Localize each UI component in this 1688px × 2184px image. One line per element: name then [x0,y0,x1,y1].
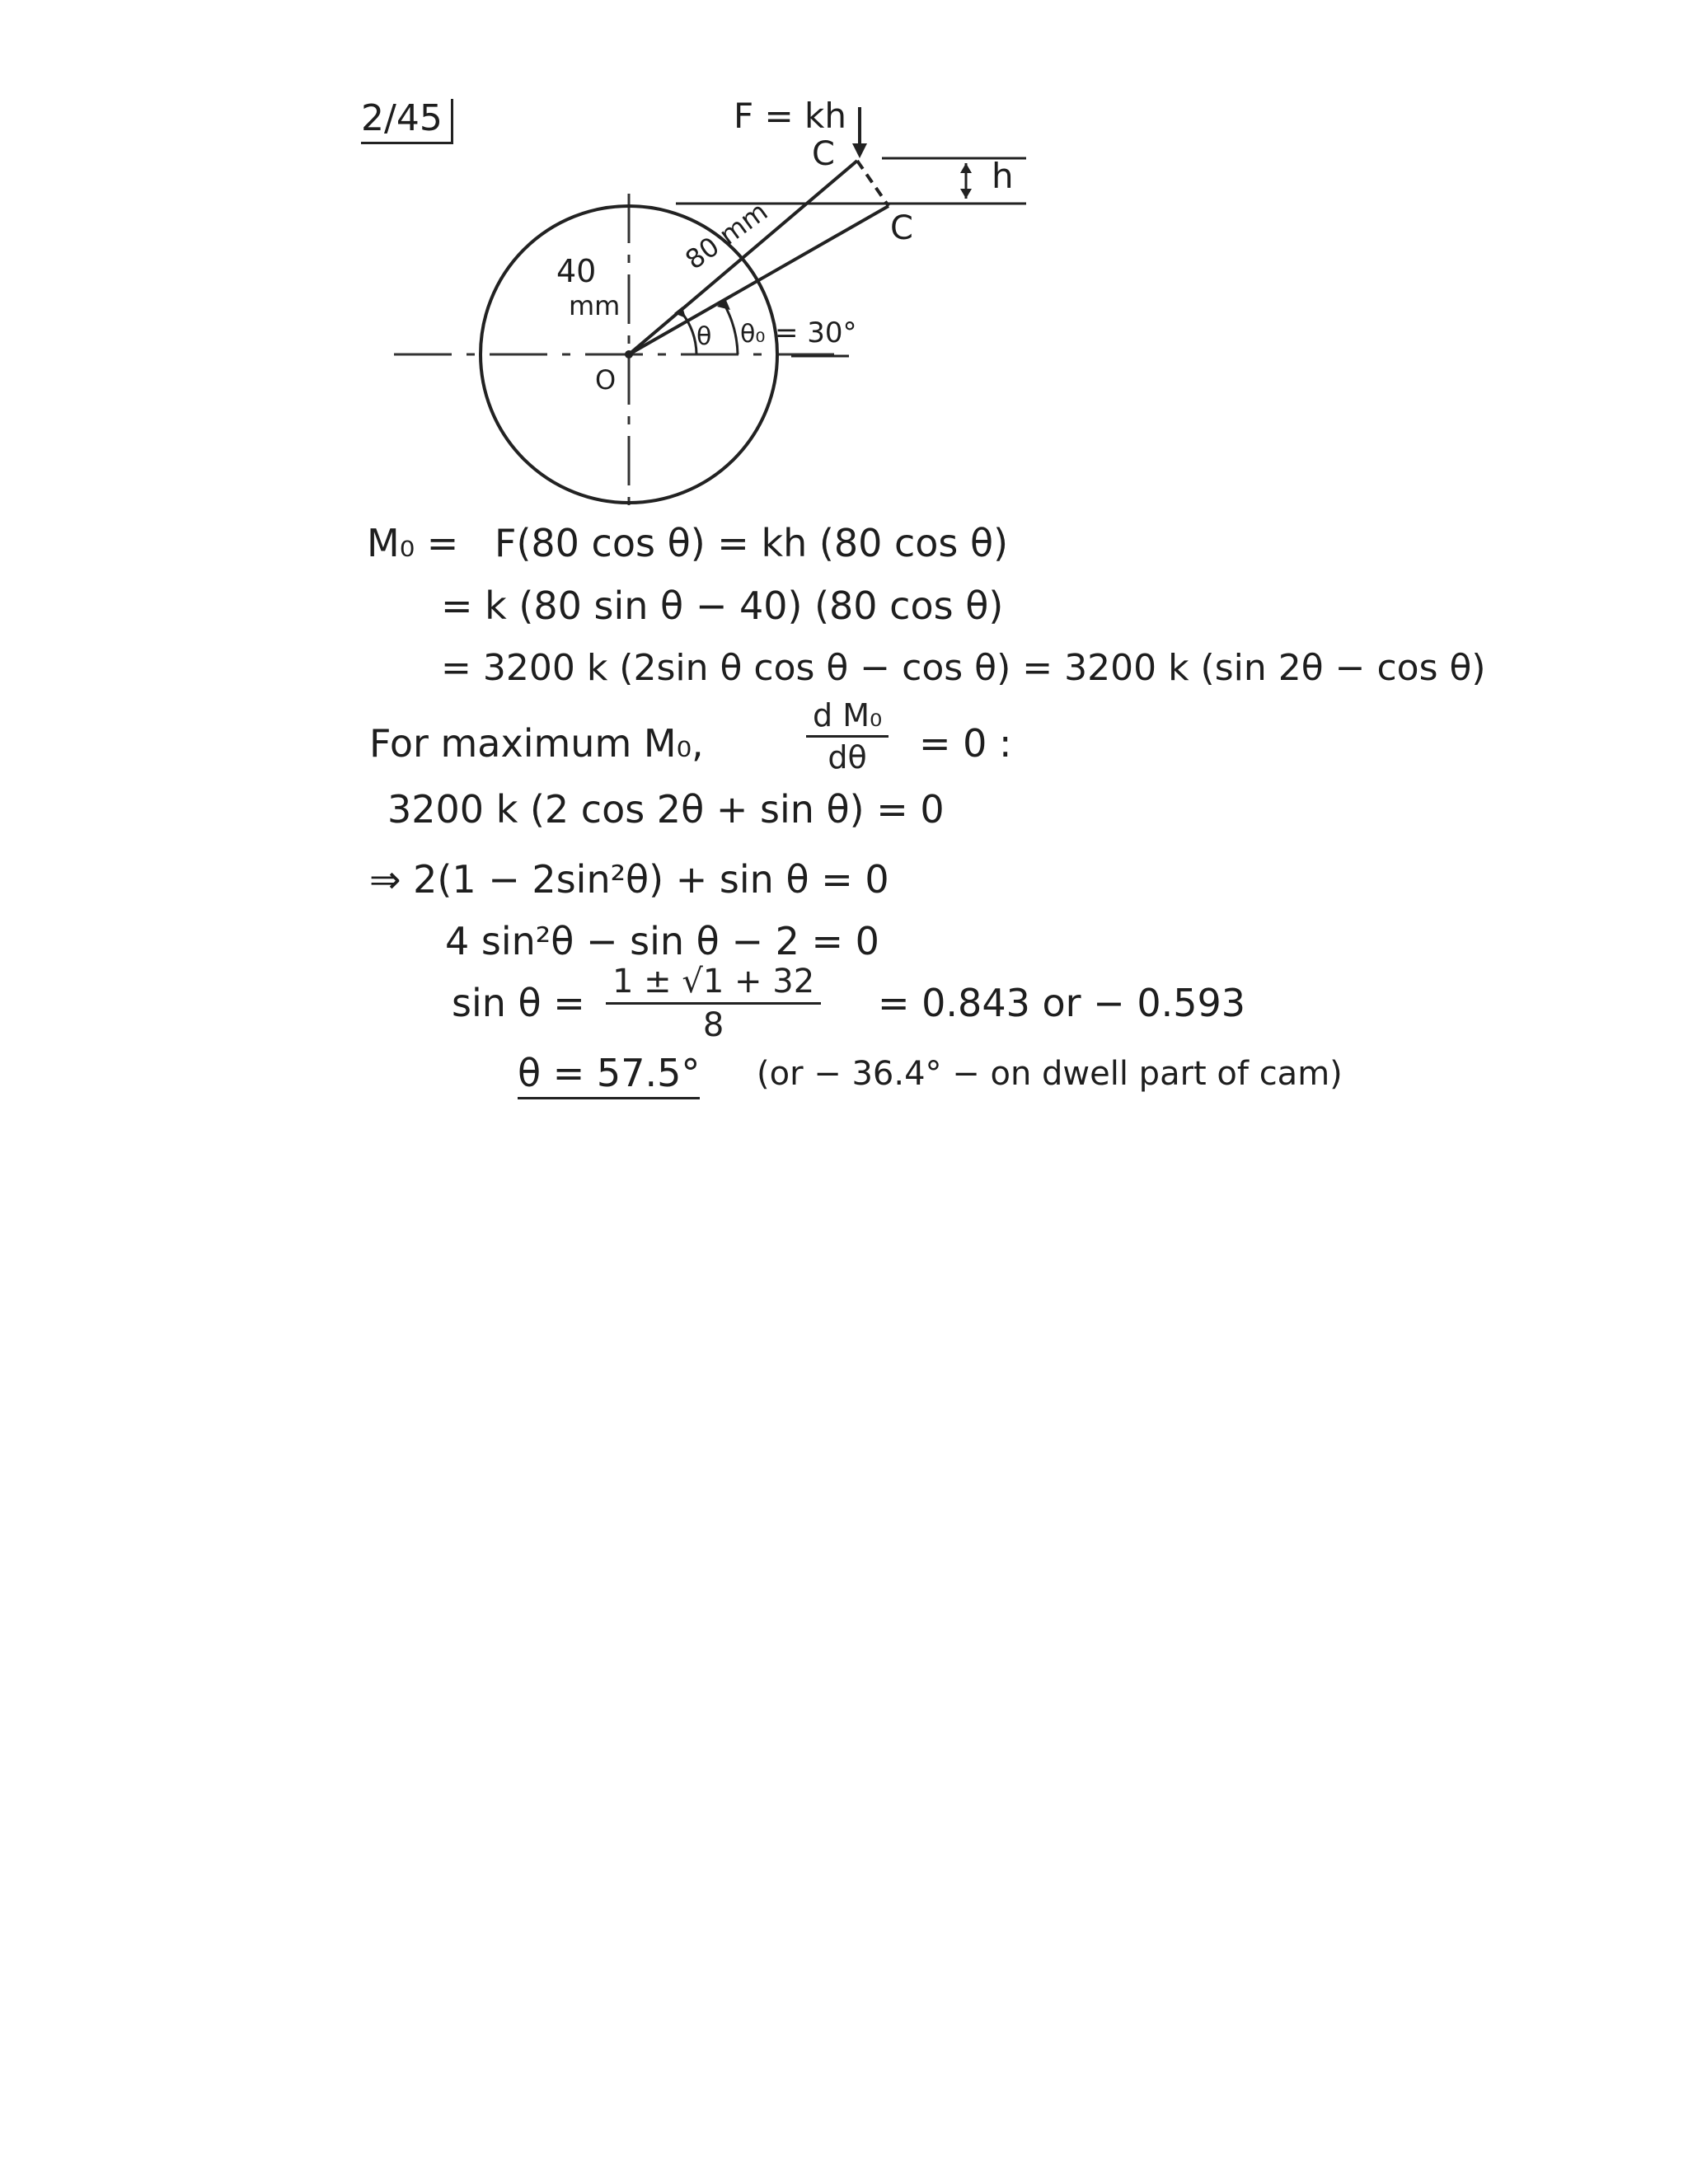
derivative-denominator: dθ [828,739,867,776]
force-label: F = kh [734,96,846,136]
point-c-bottom-label: C [890,209,913,247]
origin-point [625,350,633,359]
maximum-condition-text: For maximum M₀, [369,721,704,766]
moment-equation-rhs: F(80 cos θ) = kh (80 cos θ) [495,521,1009,565]
final-answer-value: θ = 57.5° [518,1051,700,1099]
final-answer-note: (or − 36.4° − on dwell part of cam) [757,1055,1343,1093]
derivative-equation: 3200 k (2 cos 2θ + sin θ) = 0 [387,787,945,832]
h-arrow-up [960,163,972,173]
h-label: h [992,156,1014,196]
derivative-fraction [806,697,889,776]
arm-length-label: 80 mm [679,195,774,276]
origin-label: O [595,364,617,396]
sin-theta-solutions: = 0.843 or − 0.593 [878,981,1246,1025]
theta0-value-label: = 30° [775,316,857,349]
theta0-arc [724,303,738,354]
quadratic-formula-fraction [606,963,821,1044]
identity-substitution: ⇒ 2(1 − 2sin²θ) + sin θ = 0 [369,857,889,902]
derivative-equals-zero: = 0 : [919,721,1012,766]
point-c-top-label: C [812,135,835,173]
quadratic-equation: 4 sin²θ − sin θ − 2 = 0 [445,919,879,963]
radius-unit-label: mm [569,290,621,321]
radius-value-label: 40 [556,253,597,289]
problem-number: 2/45 [361,99,453,144]
quadratic-denominator: 8 [702,1006,724,1044]
final-answer [518,1051,700,1095]
moment-equation-line3: = 3200 k (2sin θ cos θ − cos θ) = 3200 k (sin 2θ − cos θ) [441,647,1486,689]
tip-connector [857,161,889,206]
force-arrow-head [852,143,867,158]
theta-label: θ [696,322,712,351]
h-arrow-down [960,189,972,199]
sin-theta-label: sin θ = [452,981,585,1025]
theta0-label: θ₀ [740,320,766,349]
derivative-numerator: d M₀ [806,697,889,738]
quadratic-numerator: 1 ± √1 + 32 [606,963,821,1005]
moment-equation-line2: = k (80 sin θ − 40) (80 cos θ) [441,583,1004,628]
moment-equation-lhs: M₀ = [367,521,459,565]
